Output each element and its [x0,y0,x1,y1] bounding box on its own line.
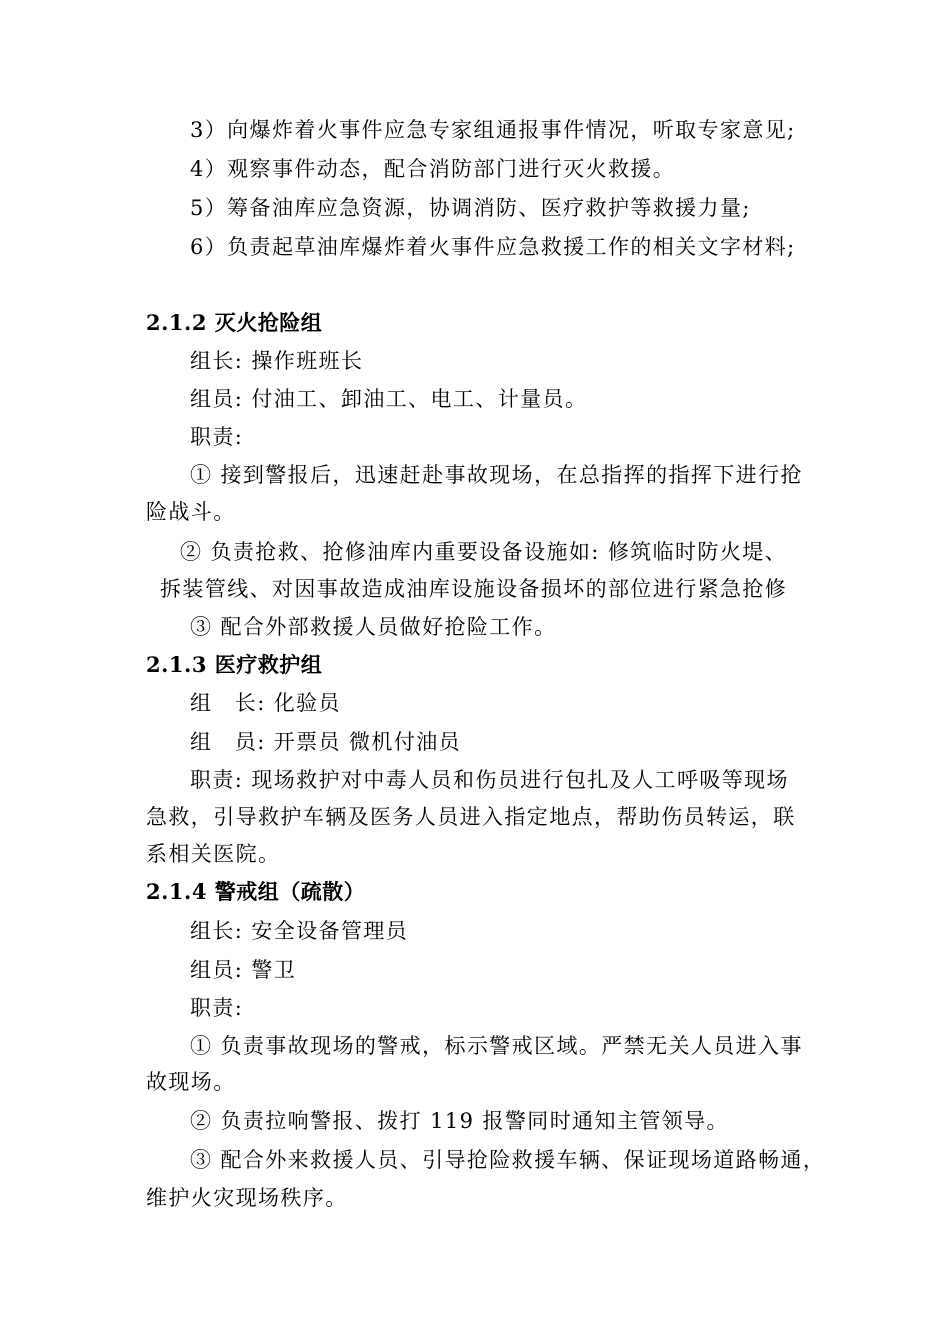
s213-leader: 组 长: 化验员 [190,691,341,715]
s214-duty-1-line-1: ① 负责事故现场的警戒，标示警戒区域。严禁无关人员进入事 [190,1034,803,1058]
section-heading-2-1-4: 2.1.4 警戒组（疏散） [146,879,366,904]
s214-duty-3-line-2: 维护火灾现场秩序。 [146,1186,348,1210]
s212-duty-2-line-2: 拆装管线、对因事故造成油库设施设备损坏的部位进行紧急抢修 [160,577,788,601]
s214-duty-1-line-2: 故现场。 [146,1070,236,1094]
s214-leader: 组长: 安全设备管理员 [190,919,409,943]
s213-duty-line-2: 急救，引导救护车辆及医务人员进入指定地点，帮助伤员转运，联 [146,805,796,829]
s213-members: 组 员: 开票员 微机付油员 [190,730,462,754]
s213-duty-line-1: 职责: 现场救护对中毒人员和伤员进行包扎及人工呼吸等现场 [190,768,789,792]
s212-duty-3: ③ 配合外部救援人员做好抢险工作。 [190,615,557,639]
s214-duty-2: ② 负责拉响警报、拨打 119 报警同时通知主管领导。 [190,1109,729,1133]
intro-item-5: 5）筹备油库应急资源，协调消防、医疗救护等救援力量; [190,196,751,220]
s213-duty-line-3: 系相关医院。 [146,842,281,866]
s214-duty-3-line-1: ③ 配合外来救援人员、引导抢险救援车辆、保证现场道路畅通， [190,1148,826,1172]
s212-members: 组员: 付油工、卸油工、电工、计量员。 [190,387,588,411]
s212-duty-label: 职责: [190,425,244,449]
section-heading-2-1-3: 2.1.3 医疗救护组 [146,652,323,677]
s212-leader: 组长: 操作班班长 [190,349,364,373]
intro-item-3: 3）向爆炸着火事件应急专家组通报事件情况，听取专家意见; [190,118,796,142]
s212-duty-1-line-1: ① 接到警报后，迅速赶赴事故现场，在总指挥的指挥下进行抢 [190,463,803,487]
intro-item-6: 6）负责起草油库爆炸着火事件应急救援工作的相关文字材料; [190,235,796,259]
s212-duty-2-line-1: ② 负责抢救、抢修油库内重要设备设施如: 修筑临时防火堤、 [180,540,788,564]
s212-duty-1-line-2: 险战斗。 [146,500,236,524]
intro-item-4: 4）观察事件动态，配合消防部门进行灭火救援。 [190,157,676,181]
s214-duty-label: 职责: [190,996,244,1020]
s214-members: 组员: 警卫 [190,958,297,982]
section-heading-2-1-2: 2.1.2 灭火抢险组 [146,310,323,335]
